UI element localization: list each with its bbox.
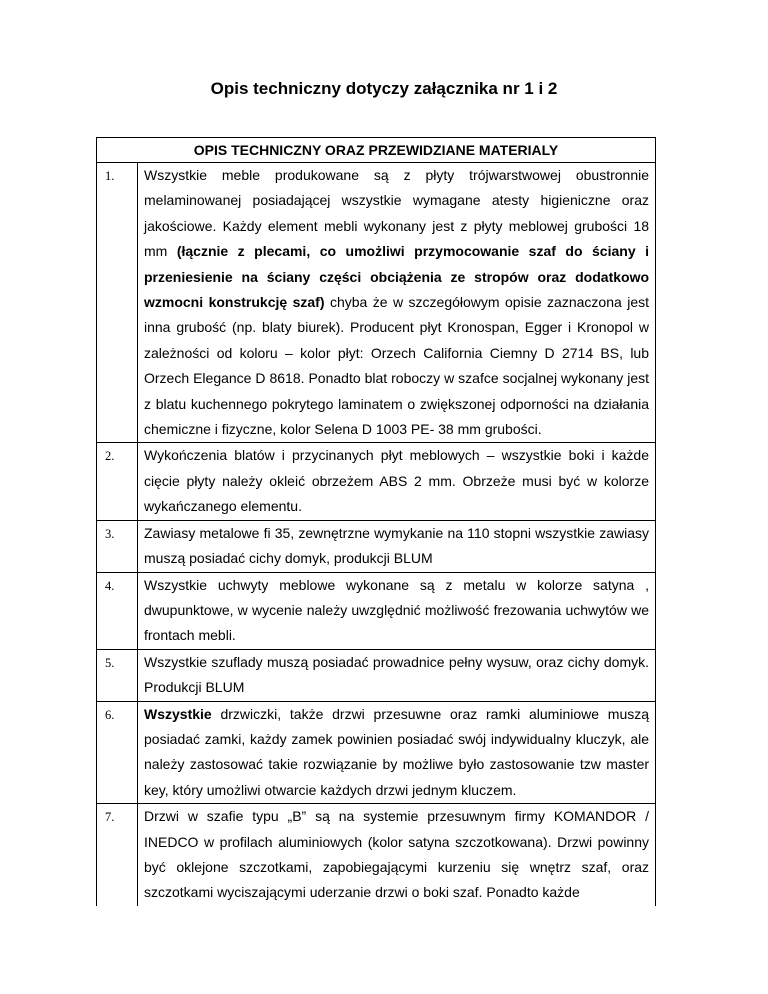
table-row <box>97 701 656 804</box>
item-number: 3. <box>97 520 138 572</box>
table-row <box>97 649 656 701</box>
table-row <box>97 572 656 649</box>
table-header: OPIS TECHNICZNY ORAZ PRZEWIDZIANE MATERIALY <box>97 138 656 163</box>
item-number: 1. <box>97 163 138 443</box>
item-text-bold: Wszystkie <box>144 705 212 722</box>
item-number: 7. <box>97 804 138 906</box>
item-number: 2. <box>97 443 138 520</box>
item-text-part: chyba że w szczegółowym opisie zaznaczona jest inna grubość (np. blaty biurek). Producent płyt Kronospan, Egger i Kronopol w zależności od koloru – kolor płyt: Orzech California Ciemny D 2714 BS, lub Orzech Elegance D 8618. Ponadto blat roboczy w szafce socjalnej wykonany jest z blatu kuchennego pokrytego laminatem o zwiększonej odporności na działania chemiczne i fizyczne, kolor Selena D 1003 PE- 38 mm grubości. <box>144 294 650 438</box>
item-text <box>138 701 656 804</box>
item-number: 5. <box>97 649 138 701</box>
item-text-bold: (łącznie z plecami, co umożliwi przymocowanie szaf do ściany i przeniesienie na ściany części obciążenia ze stropów oraz dodatkowo wzmocni konstrukcję szaf) <box>144 243 650 311</box>
table-row <box>97 804 656 906</box>
item-text: Wszystkie szuflady muszą posiadać prowadnice pełny wysuw, oraz cichy domyk. Produkcji BLUM <box>138 649 656 701</box>
item-text <box>138 163 656 443</box>
item-text: Drzwi w szafie typu „B” są na systemie przesuwnym firmy KOMANDOR / INEDCO w profilach aluminiowych (kolor satyna szczotkowana). Drzwi powinny być oklejone szczotkami, zapobiegającymi kurzeniu się wnętrz szaf, oraz szczotkami wyciszającymi uderzanie drzwi o boki szaf. Ponadto każde <box>138 804 656 906</box>
item-text: Zawiasy metalowe fi 35, zewnętrzne wymykanie na 110 stopni wszystkie zawiasy muszą posiadać cichy domyk, produkcji BLUM <box>138 520 656 572</box>
table-row <box>97 520 656 572</box>
item-text-part: drzwiczki, także drzwi przesuwne oraz ramki aluminiowe muszą posiadać zamki, każdy zamek powinien posiadać swój indywidualny kluczyk, ale należy zastosować takie rozwiązanie by możliwe było zastosowanie tzw master key, który umożliwi otwarcie każdych drzwi jednym kluczem. <box>144 705 650 798</box>
item-text-part: Wszystkie meble produkowane są z płyty trójwarstwowej obustronnie melaminowanej posiadającej wszystkie wymagane atesty higieniczne oraz jakościowe. Każdy element mebli wykonany jest z płyty meblowej grubości 18 mm <box>144 167 650 260</box>
item-text: Wszystkie uchwyty meblowe wykonane są z metalu w kolorze satyna , dwupunktowe, w wycenie należy uwzględnić możliwość frezowania uchwytów we frontach mebli. <box>138 572 656 649</box>
item-text: Wykończenia blatów i przycinanych płyt meblowych – wszystkie boki i każde cięcie płyty należy okleić obrzeżem ABS 2 mm. Obrzeże musi być w kolorze wykańczanego elementu. <box>138 443 656 520</box>
table-header-row <box>97 138 656 163</box>
page-title: Opis techniczny dotyczy załącznika nr 1 i 2 <box>210 79 558 98</box>
spec-table <box>96 137 656 906</box>
table-row <box>97 163 656 443</box>
item-number: 4. <box>97 572 138 649</box>
table-row <box>97 443 656 520</box>
item-number: 6. <box>97 701 138 804</box>
